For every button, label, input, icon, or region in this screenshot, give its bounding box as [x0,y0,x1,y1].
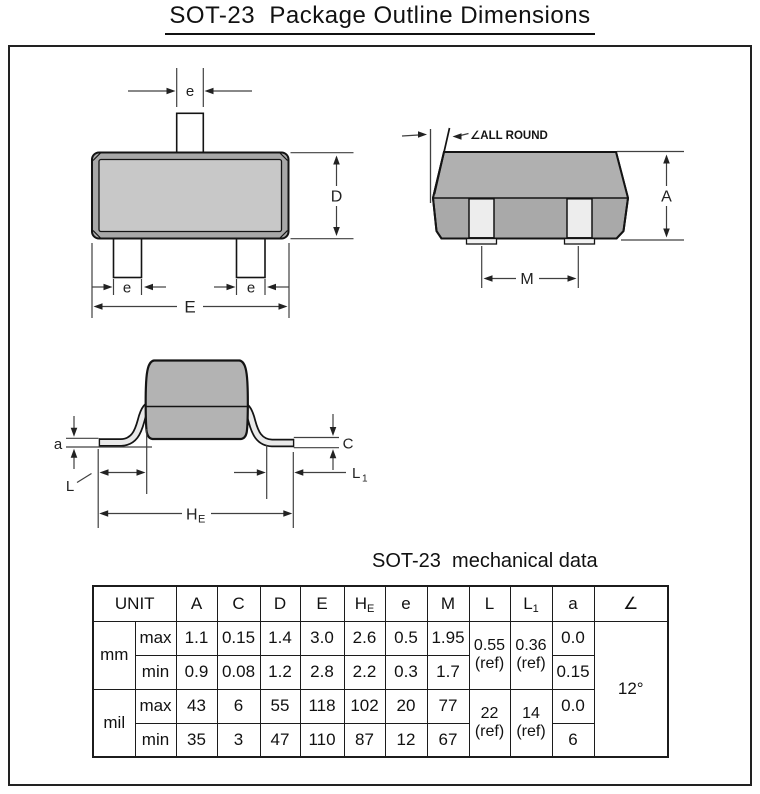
front-E-label: E [184,297,196,317]
header-E: E [300,586,344,621]
cell: 55 [260,689,300,723]
profile-HE-label: H [186,506,198,524]
cell: 1.2 [260,655,300,689]
side-M-label: M [520,271,534,288]
cell: 20 [385,689,427,723]
table-row-mil-min [93,723,668,757]
unit-mil: mil [93,689,135,757]
cell: 1.1 [176,621,217,655]
cell: 6 [552,723,594,757]
header-angle: ∠ [594,586,668,621]
header-A: A [176,586,217,621]
cell: 87 [344,723,385,757]
table-header-row [93,586,668,621]
table-title: SOT-23 mechanical data [372,550,598,572]
header-D: D [260,586,300,621]
cell: 6 [217,689,260,723]
cell: 2.6 [344,621,385,655]
profile-C-label: C [342,435,354,453]
cell-angle-value: 12° [594,621,668,757]
cell: 1.7 [427,655,469,689]
label-min: min [135,723,176,757]
cell: 118 [300,689,344,723]
header-unit: UNIT [93,586,176,621]
cell: 43 [176,689,217,723]
header-a: a [552,586,594,621]
cell: 0.9 [176,655,217,689]
page-title-text: SOT-23 Package Outline Dimensions [165,0,594,35]
table-row-mil-max [93,689,668,723]
cell: 2.8 [300,655,344,689]
cell: 1.4 [260,621,300,655]
cell-mm-L-ref: 0.55 (ref) [469,621,510,689]
header-HE: $H_E$ [344,586,385,621]
front-e-left-label: e [122,279,132,297]
cell-mil-L-ref: 22 (ref) [469,689,510,757]
cell: 12 [385,723,427,757]
cell: 0.08 [217,655,260,689]
profile-a-label: a [53,436,63,453]
label-max: max [135,689,176,723]
cell: 3 [217,723,260,757]
front-e-top-label: e [185,83,195,100]
unit-mm: mm [93,621,135,689]
cell: 77 [427,689,469,723]
cell: 0.0 [552,689,594,723]
header-e: e [385,586,427,621]
cell: 67 [427,723,469,757]
cell: 0.15 [217,621,260,655]
table-row-mm-max [93,621,668,655]
cell: 102 [344,689,385,723]
front-e-right-label: e [246,279,256,297]
front-D-label: D [330,188,343,206]
cell: 0.15 [552,655,594,689]
label-min: min [135,655,176,689]
table-row-mm-min [93,655,668,689]
cell: 1.95 [427,621,469,655]
side-all-round-label: ∠ALL ROUND [470,130,548,142]
cell: 110 [300,723,344,757]
profile-L1-label: L [352,465,361,482]
header-C: C [217,586,260,621]
cell: 47 [260,723,300,757]
page-title [0,0,760,35]
header-L: L [469,586,510,621]
side-A-label: A [661,188,672,206]
header-M: M [427,586,469,621]
cell: 3.0 [300,621,344,655]
header-L1: $L_1$ [510,586,552,621]
profile-L1-sub: 1 [362,473,368,485]
cell: 0.5 [385,621,427,655]
cell: 0.0 [552,621,594,655]
profile-L-label: L [65,478,75,495]
cell: 0.3 [385,655,427,689]
mechanical-data-table [92,585,669,758]
cell-mil-L1-ref: 14 (ref) [510,689,552,757]
cell-mm-L1-ref: 0.36 (ref) [510,621,552,689]
profile-HE-sub: E [198,513,206,526]
cell: 2.2 [344,655,385,689]
label-max: max [135,621,176,655]
cell: 35 [176,723,217,757]
